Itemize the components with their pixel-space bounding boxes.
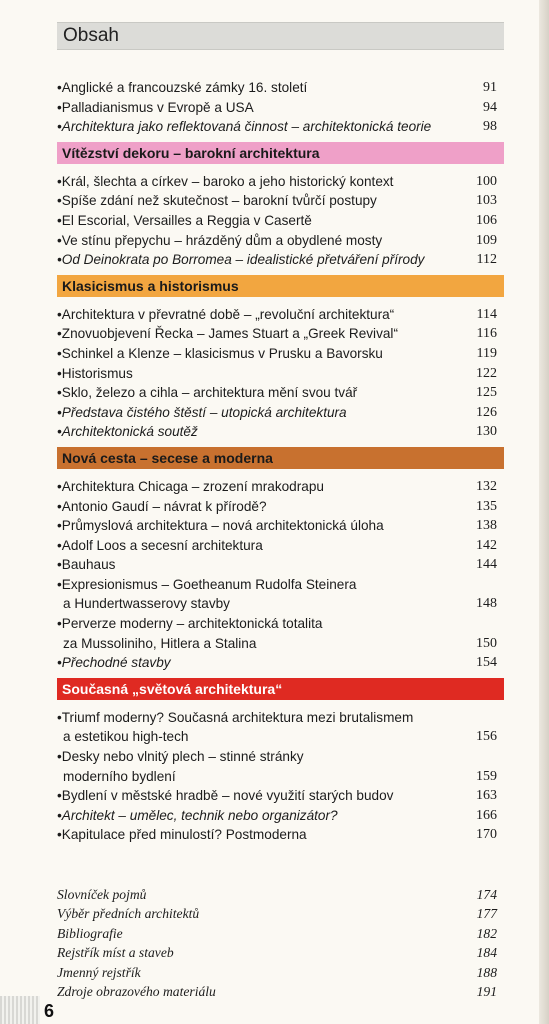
toc-entry[interactable] [57,497,497,517]
back-matter-title: Výběr předních architektů [57,906,200,922]
section-heading[interactable]: Klasicismus a historismus [57,275,504,297]
back-matter-entry[interactable] [57,924,497,943]
toc-entry-page: 116 [476,326,497,342]
toc-entry[interactable] [57,98,497,118]
toc-entry[interactable] [57,211,497,231]
toc-entry-title: •Král, šlechta a církev – baroko a jeho historický kontext [57,173,394,189]
toc-entry[interactable] [57,191,497,211]
toc-entry-page: 154 [476,655,497,671]
toc-entry-title: •Architekt – umělec, technik nebo organizátor? [57,807,338,823]
back-matter-title: Slovníček pojmů [57,887,147,902]
back-matter-title: Jmenný rejstřík [57,964,141,980]
toc-entry-title-continuation: za Mussoliniho, Hitlera a Stalina [63,635,257,651]
toc-entry-page: 100 [476,173,497,189]
toc-entry-title: •Bauhaus [57,557,116,573]
toc-entry[interactable] [57,806,497,826]
toc-entry[interactable] [57,403,497,423]
toc-entry-title: •Ve stínu přepychu – hrázděný dům a obydlené mosty [57,232,383,248]
toc-entry-title: •Adolf Loos a secesní architektura [57,537,263,553]
toc-entry[interactable] [57,422,497,442]
back-matter-page: 184 [476,945,497,961]
toc-entry[interactable] [57,324,497,344]
toc-entry[interactable] [57,477,497,497]
toc-entry-title: •Spíše zdání než skutečnost – barokní tvůrčí postupy [57,193,377,209]
back-matter-page: 174 [476,887,497,902]
toc-entry[interactable] [57,536,497,556]
back-matter-page: 177 [476,906,497,922]
back-matter-entry[interactable] [57,885,497,904]
toc-entry[interactable] [57,172,497,192]
toc-entry-page: 159 [476,768,497,784]
toc-entry-page: 98 [483,119,497,135]
toc-entry-title: •Architektura Chicaga – zrození mrakodrapu [57,478,324,494]
toc-entry-title-continuation: moderního bydlení [63,768,176,784]
back-matter-entry[interactable] [57,982,497,1001]
toc-entry-title-line: •Desky nebo vlnitý plech – stinné stránky [57,749,304,765]
toc-entry[interactable] [57,825,497,845]
toc-entry-page: 114 [476,306,497,322]
toc-entry-page: 170 [476,827,497,843]
toc-entry-title: •Sklo, železo a cihla – architektura mění svou tvář [57,385,358,401]
toc-entry-page: 150 [476,635,497,651]
toc-entry-title: •Průmyslová architektura – nová architektonická úloha [57,518,384,534]
toc-entry-title: •Anglické a francouzské zámky 16. století [57,80,308,95]
toc-entry-page: 166 [476,807,497,823]
back-matter-title: Bibliografie [57,925,123,941]
toc-entry-title [57,747,304,786]
section-heading[interactable]: Vítězství dekoru – barokní architektura [57,142,504,164]
toc-entry-page: 148 [476,596,497,612]
toc-entry-title: •Architektura jako reflektovaná činnost – architektonická teorie [57,119,432,135]
toc-entry-title-continuation: a Hundertwasserovy stavby [63,596,230,612]
toc-entry-title: •Palladianismus v Evropě a USA [57,99,254,115]
back-matter-page: 191 [476,984,497,1000]
toc-entry-page: 163 [476,788,497,804]
toc-entry-page: 142 [476,537,497,553]
toc-entry-title: •Architektonická soutěž [57,424,198,440]
toc-entry-page: 103 [476,193,497,209]
back-matter-title: Rejstřík míst a staveb [57,945,174,961]
toc-entry[interactable] [57,708,497,747]
section-heading[interactable]: Nová cesta – secese a moderna [57,447,504,469]
toc-entry[interactable] [57,653,497,673]
toc-entry[interactable] [57,614,497,653]
toc-entry-title: •Bydlení v městské hradbě – nové využití starých budov [57,788,394,804]
back-matter-entry[interactable] [57,904,497,923]
toc-entry[interactable] [57,305,497,325]
toc-entry-title: •Od Deinokrata po Borromea – idealistické přetváření přírody [57,252,425,268]
section-heading[interactable]: Současná „světová architektura“ [57,678,504,700]
back-matter-page: 188 [476,964,497,980]
toc-entry-page: 144 [476,557,497,573]
back-matter-title: Zdroje obrazového materiálu [57,984,216,1000]
toc-entry-page: 132 [476,478,497,494]
toc-entry-page: 109 [476,232,497,248]
toc-entry-title: •Architektura v převratné době – „revoluční architektura“ [57,306,395,322]
toc-entry[interactable] [57,250,497,270]
toc-entry-page: 126 [476,404,497,420]
toc-entry-title: •Antonio Gaudí – návrat k přírodě? [57,498,267,514]
toc-entry-page: 119 [476,345,497,361]
toc-entry-title: •El Escorial, Versailles a Reggia v Casertě [57,212,312,228]
toc-entry-page: 125 [476,385,497,401]
toc-entry-title: •Kapitulace před minulostí? Postmoderna [57,827,307,843]
back-matter-entry[interactable] [57,943,497,962]
back-matter-page: 182 [476,925,497,941]
toc-entry-title: •Historismus [57,365,133,381]
toc-entry-page: 91 [483,80,497,95]
toc-entry-title-line: •Triumf moderny? Současná architektura mezi brutalismem [57,709,414,725]
toc-entry-title: •Přechodné stavby [57,655,171,671]
toc-entry[interactable] [57,78,497,98]
toc-entry-page: 138 [476,518,497,534]
toc-entry[interactable] [57,516,497,536]
toc-entry-title-line: •Perverze moderny – architektonická totalita [57,616,323,632]
toc-entry-title: •Představa čistého štěstí – utopická architektura [57,404,347,420]
toc-entry-title-line: •Expresionismus – Goetheanum Rudolfa Steinera [57,576,357,592]
page-edge [539,0,549,1024]
toc-entry[interactable] [57,344,497,364]
toc-entry-page: 122 [476,365,497,381]
contents-title: Obsah [63,25,119,46]
toc-entry[interactable] [57,231,497,251]
toc-entry[interactable] [57,747,497,786]
toc-entry[interactable] [57,117,497,137]
toc-entry-page: 94 [483,99,497,115]
back-matter-entry[interactable] [57,963,497,982]
contents-header [57,22,504,50]
spacer [57,845,497,885]
toc-entry-title [57,575,356,614]
toc-entry-page: 130 [476,424,497,440]
toc-entry-title [57,708,413,747]
toc-entry-title: •Schinkel a Klenze – klasicismus v Prusku a Bavorsku [57,345,383,361]
toc-entry[interactable] [57,786,497,806]
page-number: 6 [44,1001,55,1021]
toc-entry-page: 156 [476,729,497,745]
toc-entry[interactable] [57,575,497,614]
toc-entry-title-continuation: a estetikou high-tech [63,729,189,745]
toc-entry-page: 106 [476,212,497,228]
corner-mark [0,996,40,1024]
toc-entry[interactable] [57,555,497,575]
table-of-contents [57,78,497,1001]
toc-entry-title: •Znovuobjevení Řecka – James Stuart a „Greek Revival“ [57,326,398,342]
toc-entry-title [57,614,322,653]
toc-entry[interactable] [57,364,497,384]
toc-entry-page: 135 [476,498,497,514]
toc-entry-page: 112 [476,252,497,268]
toc-entry[interactable] [57,383,497,403]
